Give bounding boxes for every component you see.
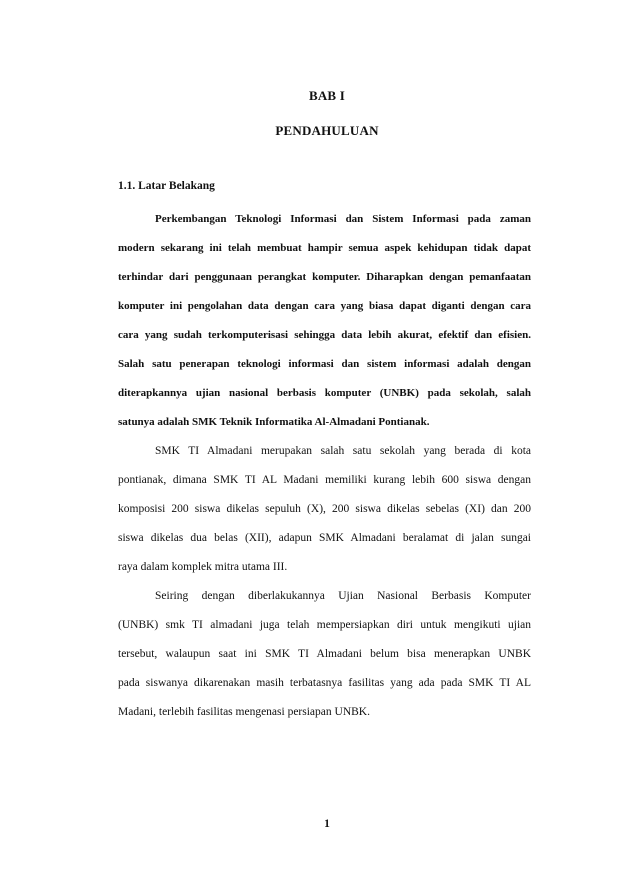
paragraph-line: Salah satu penerapan teknologi informasi dan sistem informasi adalah dengan (118, 358, 531, 370)
paragraph-line: Madani, terlebih fasilitas mengenasi persiapan UNBK. (118, 706, 370, 718)
paragraph-line: SMK TI Almadani merupakan salah satu sekolah yang berada di kota (155, 445, 531, 457)
chapter-number: BAB I (308, 88, 346, 103)
page-number: 1 (324, 818, 330, 830)
section-heading: 1.1. Latar Belakang (118, 180, 215, 192)
paragraph-line: satunya adalah SMK Teknik Informatika Al-Almadani Pontianak. (118, 416, 430, 428)
paragraph-line: pontianak, dimana SMK TI AL Madani memiliki kurang lebih 600 siswa dengan (118, 474, 531, 486)
paragraph-line: diterapkannya ujian nasional berbasis komputer (UNBK) pada sekolah, salah (118, 387, 531, 399)
paragraph-line: komputer ini pengolahan data dengan cara yang biasa dapat diganti dengan cara (118, 300, 531, 312)
paragraph-line: Seiring dengan diberlakukannya Ujian Nasional Berbasis Komputer (155, 590, 531, 602)
paragraph-line: raya dalam komplek mitra utama III. (118, 561, 288, 573)
paragraph-line: terhindar dari penggunaan perangkat komputer. Diharapkan dengan pemanfaatan (118, 271, 531, 283)
paragraph-line: siswa dikelas dua belas (XII), adapun SMK Almadani beralamat di jalan sungai (118, 532, 531, 544)
paragraph-line: modern sekarang ini telah membuat hampir semua aspek kehidupan tidak dapat (118, 242, 531, 254)
paragraph-line: cara yang sudah terkomputerisasi sehingga data lebih akurat, efektif dan efisien. (118, 329, 531, 341)
paragraph-line: komposisi 200 siswa dikelas sepuluh (X), 200 siswa dikelas sebelas (XI) dan 200 (118, 503, 531, 515)
paragraph-line: pada siswanya dikarenakan masih terbatasnya fasilitas yang ada pada SMK TI AL (118, 677, 531, 689)
paragraph-line: tersebut, walaupun saat ini SMK TI Almadani belum bisa menerapkan UNBK (118, 648, 531, 660)
paragraph-line: (UNBK) smk TI almadani juga telah mempersiapkan diri untuk mengikuti ujian (118, 619, 531, 631)
chapter-title: PENDAHULUAN (275, 123, 379, 138)
paragraph-line: Perkembangan Teknologi Informasi dan Sistem Informasi pada zaman (155, 213, 531, 225)
